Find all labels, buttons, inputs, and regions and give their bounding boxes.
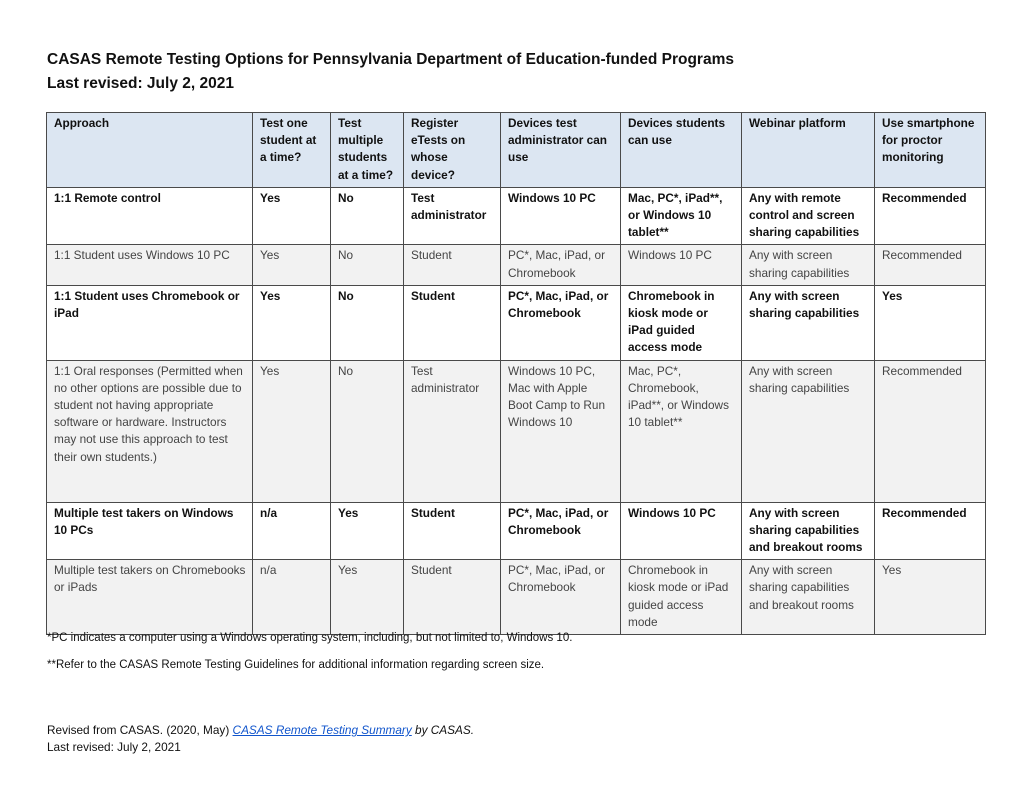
cell-student-devices: Mac, PC*, iPad**, or Windows 10 tablet** bbox=[621, 187, 742, 245]
cell-admin-devices: PC*, Mac, iPad, or Chromebook bbox=[501, 560, 621, 635]
cell-register-device: Test administrator bbox=[404, 360, 501, 502]
header-student-devices: Devices students can use bbox=[621, 113, 742, 188]
revision-source-text: Revised from CASAS. (2020, May) bbox=[47, 723, 233, 737]
cell-student-devices: Windows 10 PC bbox=[621, 502, 742, 560]
cell-webinar-platform: Any with screen sharing capabilities bbox=[742, 245, 875, 285]
footer-last-revised: Last revised: July 2, 2021 bbox=[47, 740, 181, 754]
source-author-text: by CASAS. bbox=[411, 723, 475, 737]
revision-source-line bbox=[47, 722, 474, 739]
cell-webinar-platform: Any with screen sharing capabilities and breakout rooms bbox=[742, 560, 875, 635]
cell-test-multiple: No bbox=[331, 187, 404, 245]
cell-test-one: Yes bbox=[253, 187, 331, 245]
cell-approach: 1:1 Oral responses (Permitted when no other options are possible due to student not having appropriate software or hardware. Instructors may not use this approach to test their own students.) bbox=[47, 360, 253, 502]
header-smartphone: Use smartphone for proctor monitoring bbox=[875, 113, 986, 188]
casas-summary-link[interactable]: CASAS Remote Testing Summary bbox=[232, 723, 412, 737]
footnote-screen-size: **Refer to the CASAS Remote Testing Guidelines for additional information regarding screen size. bbox=[47, 659, 545, 671]
cell-smartphone: Yes bbox=[875, 285, 986, 360]
cell-register-device: Student bbox=[404, 502, 501, 560]
cell-test-one: Yes bbox=[253, 360, 331, 502]
cell-admin-devices: PC*, Mac, iPad, or Chromebook bbox=[501, 285, 621, 360]
footnote-pc: *PC indicates a computer using a Windows operating system, including, but not limited to, Windows 10. bbox=[47, 632, 573, 644]
cell-test-one: n/a bbox=[253, 560, 331, 635]
cell-test-one: Yes bbox=[253, 245, 331, 285]
cell-test-multiple: No bbox=[331, 245, 404, 285]
cell-test-multiple: Yes bbox=[331, 560, 404, 635]
cell-smartphone: Recommended bbox=[875, 187, 986, 245]
cell-smartphone: Recommended bbox=[875, 245, 986, 285]
table-row bbox=[47, 245, 986, 285]
table-row bbox=[47, 502, 986, 560]
cell-smartphone: Recommended bbox=[875, 360, 986, 502]
cell-test-one: n/a bbox=[253, 502, 331, 560]
cell-webinar-platform: Any with screen sharing capabilities and breakout rooms bbox=[742, 502, 875, 560]
cell-webinar-platform: Any with screen sharing capabilities bbox=[742, 285, 875, 360]
table-row bbox=[47, 560, 986, 635]
document-footer bbox=[47, 722, 474, 756]
cell-student-devices: Chromebook in kiosk mode or iPad guided access mode bbox=[621, 285, 742, 360]
page-title: CASAS Remote Testing Options for Pennsylvania Department of Education-funded Programs bbox=[47, 51, 734, 68]
cell-register-device: Test administrator bbox=[404, 187, 501, 245]
cell-approach: Multiple test takers on Windows 10 PCs bbox=[47, 502, 253, 560]
cell-smartphone: Recommended bbox=[875, 502, 986, 560]
remote-testing-options-table bbox=[46, 112, 986, 635]
cell-approach: 1:1 Remote control bbox=[47, 187, 253, 245]
table-header-row bbox=[47, 113, 986, 188]
header-webinar-platform: Webinar platform bbox=[742, 113, 875, 188]
cell-register-device: Student bbox=[404, 245, 501, 285]
header-test-one: Test one student at a time? bbox=[253, 113, 331, 188]
cell-student-devices: Windows 10 PC bbox=[621, 245, 742, 285]
cell-student-devices: Chromebook in kiosk mode or iPad guided access mode bbox=[621, 560, 742, 635]
page-subtitle: Last revised: July 2, 2021 bbox=[47, 75, 234, 92]
header-test-multiple: Test multiple students at a time? bbox=[331, 113, 404, 188]
table-row bbox=[47, 187, 986, 245]
table-row bbox=[47, 285, 986, 360]
cell-admin-devices: PC*, Mac, iPad, or Chromebook bbox=[501, 245, 621, 285]
header-admin-devices: Devices test administrator can use bbox=[501, 113, 621, 188]
cell-approach: 1:1 Student uses Windows 10 PC bbox=[47, 245, 253, 285]
cell-register-device: Student bbox=[404, 285, 501, 360]
cell-register-device: Student bbox=[404, 560, 501, 635]
cell-test-multiple: No bbox=[331, 360, 404, 502]
cell-admin-devices: Windows 10 PC, Mac with Apple Boot Camp to Run Windows 10 bbox=[501, 360, 621, 502]
cell-webinar-platform: Any with screen sharing capabilities bbox=[742, 360, 875, 502]
header-register-device: Register eTests on whose device? bbox=[404, 113, 501, 188]
table-row bbox=[47, 360, 986, 502]
cell-test-multiple: No bbox=[331, 285, 404, 360]
cell-admin-devices: Windows 10 PC bbox=[501, 187, 621, 245]
cell-webinar-platform: Any with remote control and screen sharing capabilities bbox=[742, 187, 875, 245]
cell-student-devices: Mac, PC*, Chromebook, iPad**, or Windows 10 tablet** bbox=[621, 360, 742, 502]
cell-test-multiple: Yes bbox=[331, 502, 404, 560]
cell-smartphone: Yes bbox=[875, 560, 986, 635]
title-block bbox=[47, 48, 734, 96]
cell-admin-devices: PC*, Mac, iPad, or Chromebook bbox=[501, 502, 621, 560]
header-approach: Approach bbox=[47, 113, 253, 188]
cell-approach: 1:1 Student uses Chromebook or iPad bbox=[47, 285, 253, 360]
cell-approach: Multiple test takers on Chromebooks or iPads bbox=[47, 560, 253, 635]
cell-test-one: Yes bbox=[253, 285, 331, 360]
